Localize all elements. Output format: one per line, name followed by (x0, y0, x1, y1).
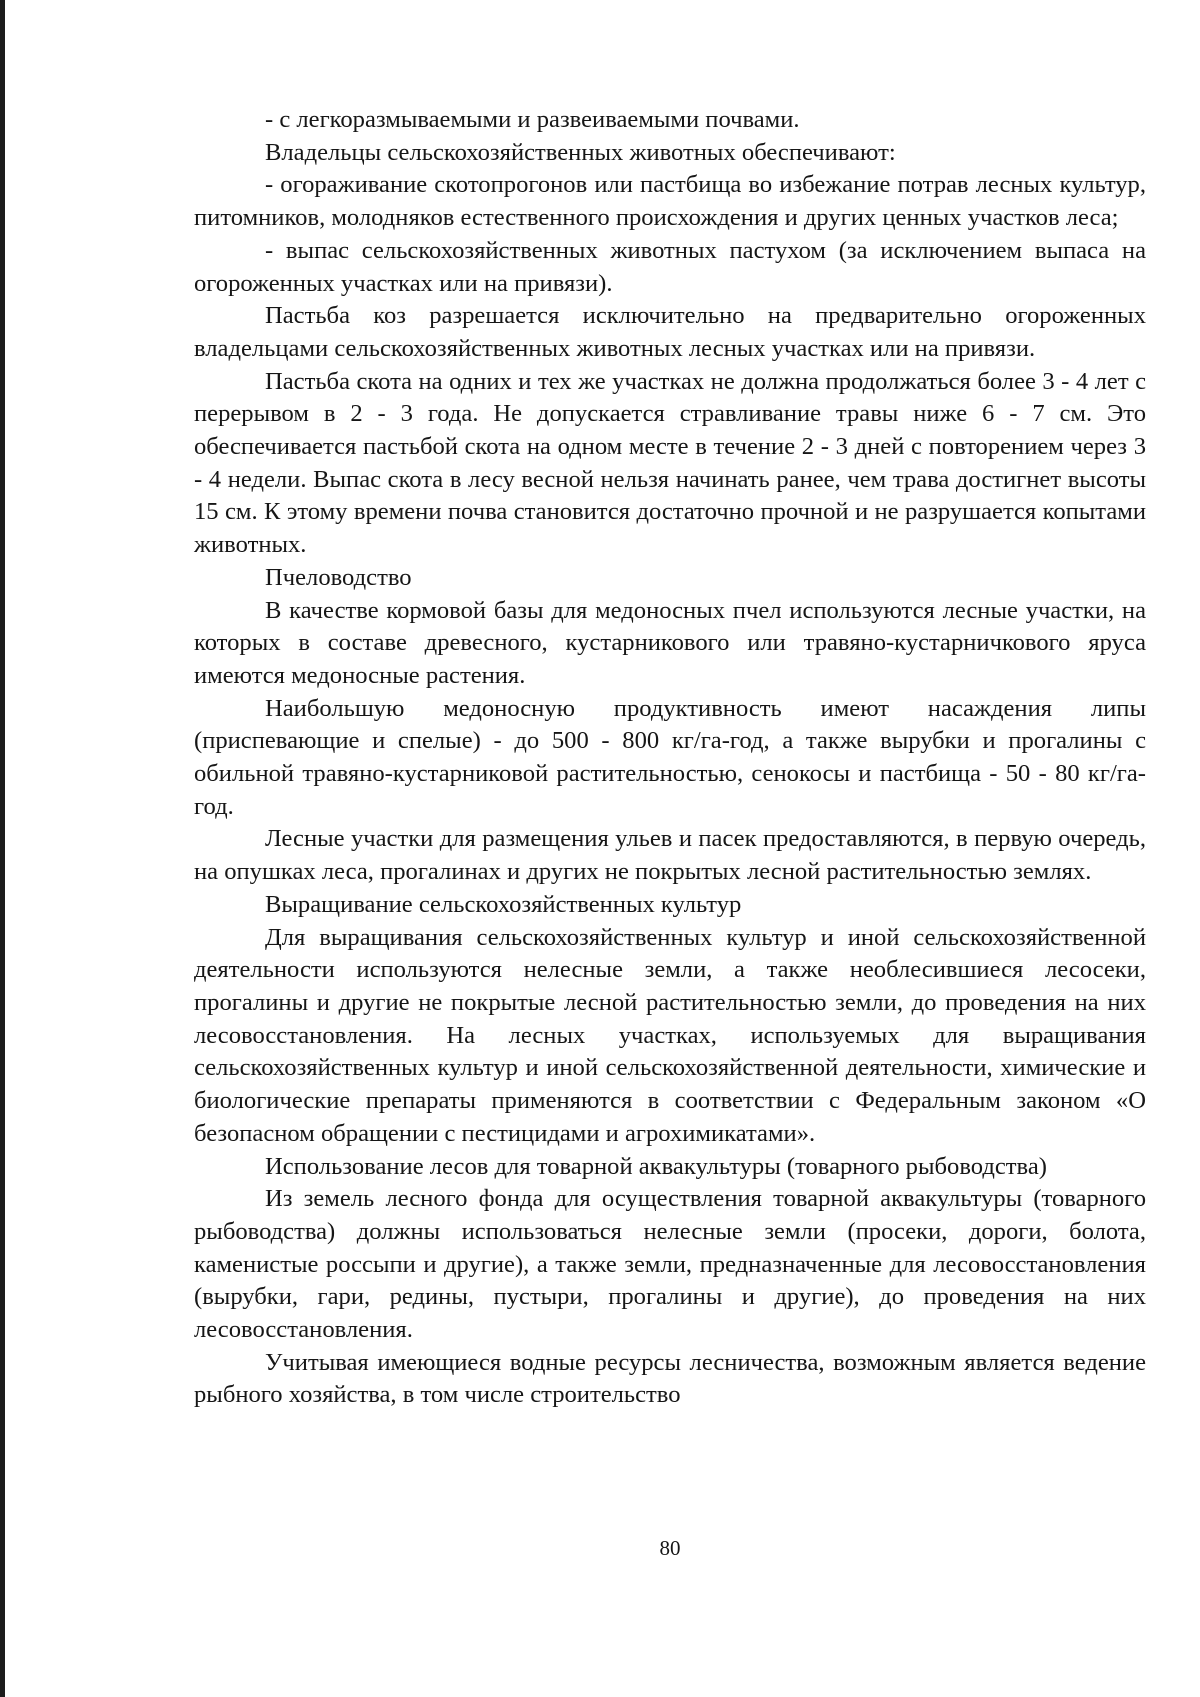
paragraph-grazing-rules: Пастьба скота на одних и тех же участках не должна продолжаться более 3 - 4 лет с перерывом в 2 - 3 года. Не допускается стравливание травы ниже 6 - 7 см. Это обеспечивается пастьбой скота на одном месте в течение 2 - 3 дней с повторением через 3 - 4 недели. Выпас скота в лесу весной нельзя начинать ранее, чем трава достигнет высоты 15 см. К этому времени почва становится достаточно прочной и не разрушается копытами животных. (194, 367, 1146, 559)
paragraph-crop-lands: Для выращивания сельскохозяйственных культур и иной сельскохозяйственной деятельности используются нелесные земли, а также необлесившиеся лесосеки, прогалины и другие не покрытые лесной растительностью земли, до проведения на них лесовосстановления. На лесных участках, используемых для выращивания сельскохозяйственных культур и иной сельскохозяйственной деятельности, химические и биологические препараты применяются в соответствии с Федеральным законом «О безопасном обращении с пестицидами и агрохимикатами». (194, 923, 1146, 1147)
document-body (194, 104, 1146, 1412)
paragraph-owners-provide: Владельцы сельскохозяйственных животных обеспечивают: (265, 138, 896, 166)
paragraph-hive-placement: Лесные участки для размещения ульев и пасек предоставляются, в первую очередь, на опушках леса, прогалинах и других не покрытых лесной растительностью землях. (194, 825, 1146, 886)
section-heading-aquaculture: Использование лесов для товарной аквакультуры (товарного рыбоводства) (265, 1152, 1047, 1180)
section-heading-beekeeping: Пчеловодство (265, 563, 412, 591)
page-number: 80 (659, 1536, 681, 1560)
paragraph-fencing: - огораживание скотопрогонов или пастбища во избежание потрав лесных культур, питомников, молодняков естественного происхождения и других ценных участков леса; (194, 171, 1146, 232)
paragraph-soils: - с легкоразмываемыми и развеиваемыми почвами. (265, 106, 800, 133)
paragraph-honey-productivity: Наибольшую медоносную продуктивность имеют насаждения липы (приспевающие и спелые) - до 500 - 800 кг/га-год, а также вырубки и прогалины с обильной травяно-кустарниковой растительностью, сенокосы и пастбища - 50 - 80 кг/га-год. (194, 694, 1146, 820)
paragraph-forage-base: В качестве кормовой базы для медоносных пчел используются лесные участки, на которых в составе древесного, кустарникового или травяно-кустарничкового яруса имеются медоносные растения. (194, 596, 1146, 689)
paragraph-aquaculture-lands: Из земель лесного фонда для осуществления товарной аквакультуры (товарного рыбоводства) должны использоваться нелесные земли (просеки, дороги, болота, каменистые россыпи и другие), а также земли, предназначенные для лесовосстановления (вырубки, гари, редины, пустыри, прогалины и другие), до проведения на них лесовосстановления. (194, 1185, 1146, 1344)
scan-border (0, 0, 5, 1697)
section-heading-crops: Выращивание сельскохозяйственных культур (265, 890, 742, 918)
paragraph-fishery: Учитывая имеющиеся водные ресурсы лесничества, возможным является ведение рыбного хозяйства, в том числе строительство (194, 1348, 1146, 1409)
paragraph-herding: - выпас сельскохозяйственных животных пастухом (за исключением выпаса на огороженных участках или на привязи). (194, 236, 1146, 297)
paragraph-goats: Пастьба коз разрешается исключительно на предварительно огороженных владельцами сельскохозяйственных животных лесных участках или на привязи. (194, 302, 1146, 362)
